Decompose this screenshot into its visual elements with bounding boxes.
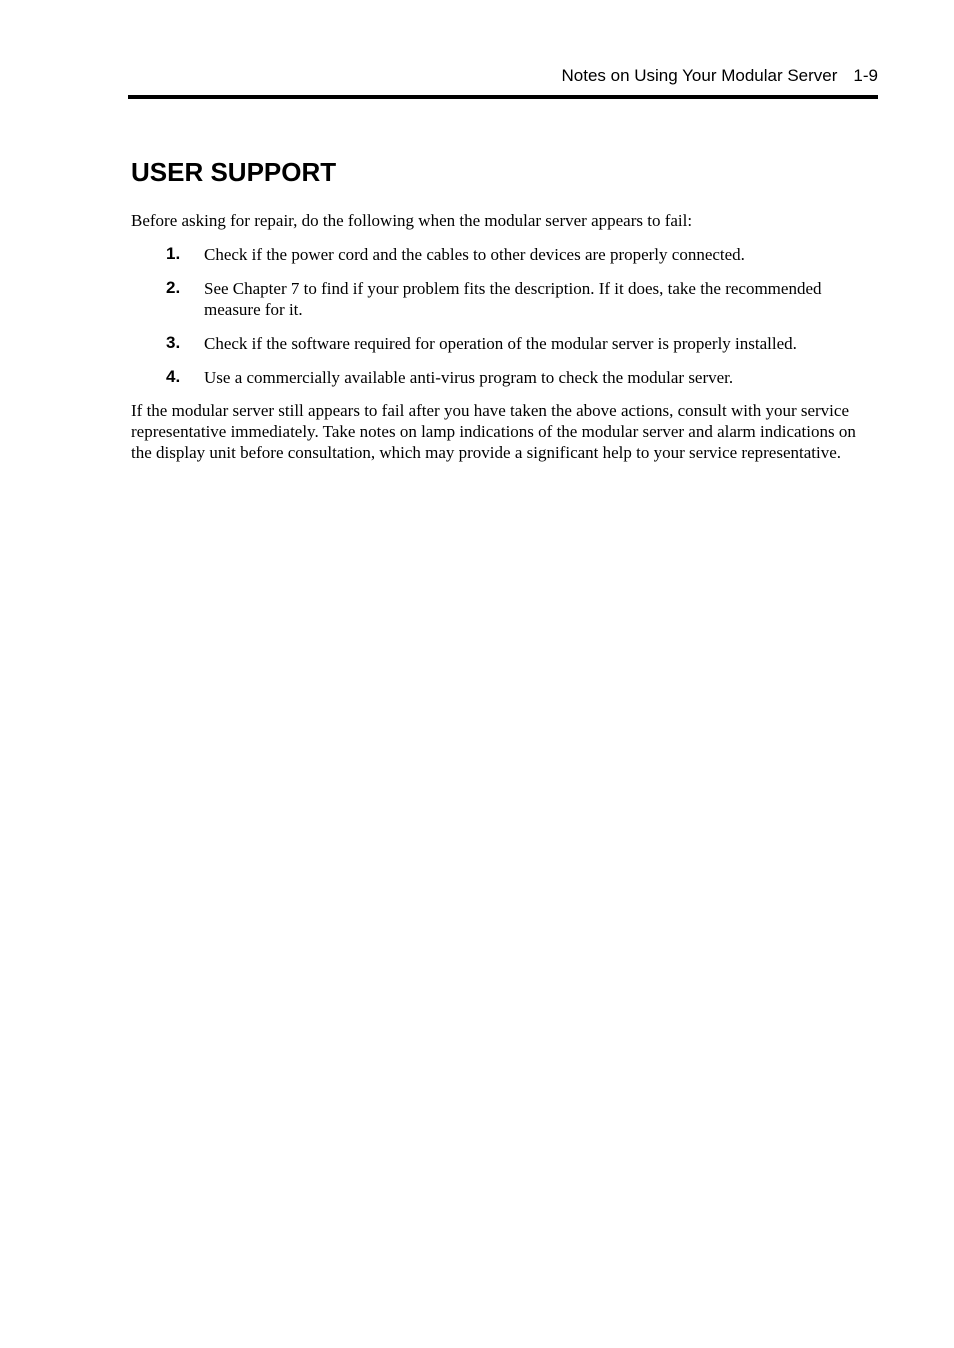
step-text: Check if the power cord and the cables to other devices are properly connected. [204, 245, 745, 264]
step-number: 1. [166, 244, 181, 263]
step-number: 4. [166, 367, 181, 386]
page-number: 1-9 [853, 66, 878, 85]
step-text: Check if the software required for operation of the modular server is properly installed. [204, 334, 797, 353]
header-rule [128, 95, 878, 99]
step-number: 2. [166, 278, 181, 297]
running-header [128, 64, 878, 88]
header-title: Notes on Using Your Modular Server [561, 66, 838, 85]
steps-list [131, 244, 876, 401]
list-item [131, 244, 876, 265]
list-item [131, 367, 876, 388]
closing-paragraph: If the modular server still appears to fail after you have taken the above actions, consult with your service representative immediately. Take notes on lamp indications of the modular server and alarm indications on the display unit before consultation, which may provide a significant help to your service representative. [131, 401, 856, 462]
intro-paragraph: Before asking for repair, do the following when the modular server appears to fail: [131, 211, 693, 230]
step-text: Use a commercially available anti-virus program to check the modular server. [204, 368, 734, 387]
list-item [131, 333, 876, 354]
list-item [131, 278, 876, 320]
section-title: USER SUPPORT [131, 157, 337, 187]
step-text: See Chapter 7 to find if your problem fits the description. If it does, take the recommended measure for it. [204, 279, 822, 319]
step-number: 3. [166, 333, 181, 352]
